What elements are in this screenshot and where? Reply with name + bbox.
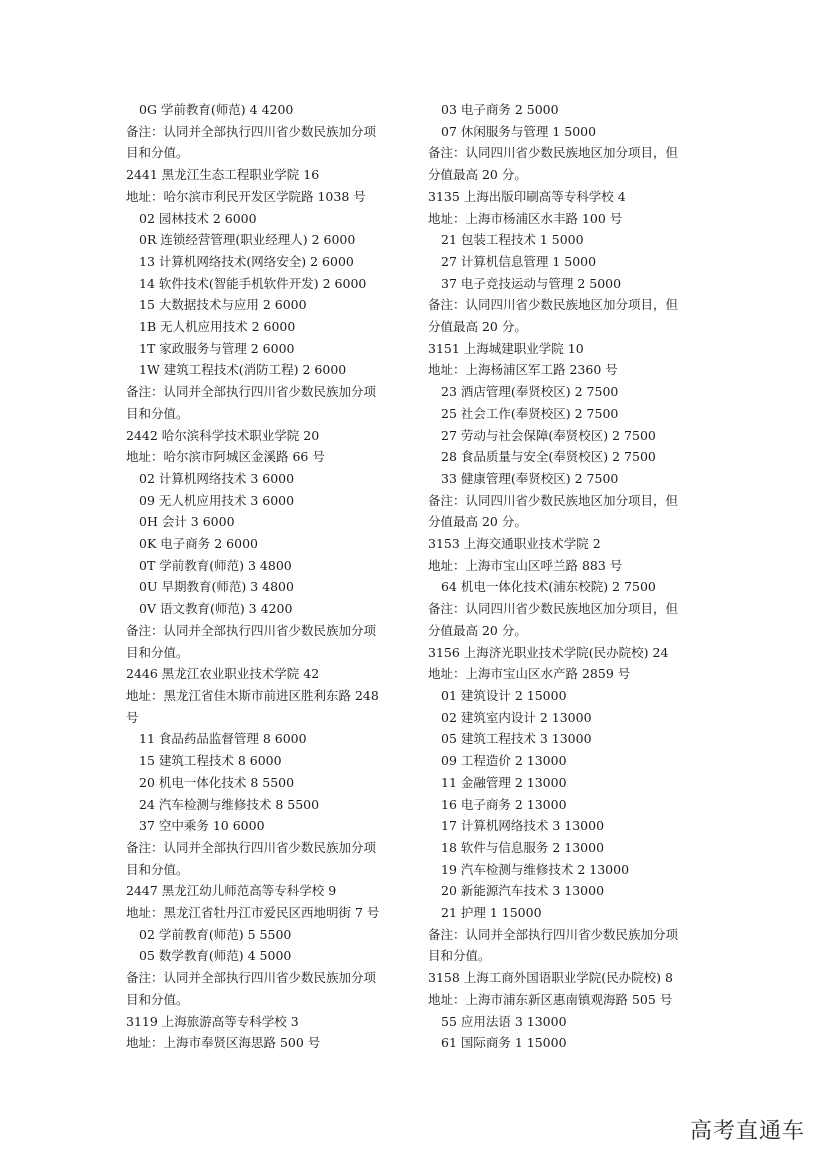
major-line: 19 汽车检测与维修技术 2 13000 — [441, 861, 630, 877]
major-line: 0R 连锁经营管理(职业经理人) 2 6000 — [139, 232, 356, 248]
text-line: 3151 上海城建职业学院 10 — [428, 340, 584, 356]
text-line: 2447 黑龙江幼儿师范高等专科学校 9 — [126, 883, 337, 899]
major-line: 18 软件与信息服务 2 13000 — [441, 839, 605, 855]
text-line: 地址：上海市浦东新区惠南镇观海路 505 号 — [428, 991, 673, 1007]
major-line: 05 数学教育(师范) 4 5000 — [139, 948, 292, 964]
text-line: 地址：上海市奉贤区海思路 500 号 — [126, 1035, 321, 1051]
text-line: 3153 上海交通职业技术学院 2 — [428, 536, 601, 552]
major-line: 07 休闲服务与管理 1 5000 — [441, 123, 597, 139]
major-line: 09 工程造价 2 13000 — [441, 753, 567, 769]
watermark: 高考直通车 — [690, 1119, 806, 1144]
major-line: 20 机电一体化技术 8 5500 — [139, 774, 295, 790]
major-line: 16 电子商务 2 13000 — [441, 796, 567, 812]
major-line: 0K 电子商务 2 6000 — [139, 536, 258, 552]
major-line: 0T 学前教育(师范) 3 4800 — [139, 557, 292, 573]
text-line: 备注：认同并全部执行四川省少数民族加分项 — [126, 123, 377, 139]
major-line: 20 新能源汽车技术 3 13000 — [441, 883, 605, 899]
text-line: 备注：认同并全部执行四川省少数民族加分项 — [126, 970, 377, 986]
major-line: 02 园林技术 2 6000 — [139, 210, 257, 226]
text-line: 备注：认同四川省少数民族地区加分项目，但 — [428, 601, 679, 617]
text-line: 地址：哈尔滨市利民开发区学院路 1038 号 — [126, 188, 366, 204]
text-line: 备注：认同四川省少数民族地区加分项目，但 — [428, 297, 679, 313]
major-line: 37 电子竞技运动与管理 2 5000 — [441, 275, 622, 291]
major-line: 02 建筑室内设计 2 13000 — [441, 709, 592, 725]
text-line: 备注：认同四川省少数民族地区加分项目，但 — [428, 492, 679, 508]
major-line: 03 电子商务 2 5000 — [441, 102, 559, 117]
text-line: 分值最高 20 分。 — [428, 167, 527, 183]
major-line: 24 汽车检测与维修技术 8 5500 — [139, 796, 320, 812]
text-line: 地址：黑龙江省佳木斯市前进区胜利东路 248 — [126, 687, 379, 703]
text-line: 3135 上海出版印刷高等专科学校 4 — [428, 188, 626, 204]
major-line: 1T 家政服务与管理 2 6000 — [139, 340, 295, 356]
text-line: 备注：认同并全部执行四川省少数民族加分项 — [126, 384, 377, 400]
left-column — [126, 99, 406, 1054]
major-line: 25 社会工作(奉贤校区) 2 7500 — [441, 405, 619, 421]
text-line: 目和分值。 — [126, 861, 189, 877]
major-line: 21 护理 1 15000 — [441, 905, 542, 921]
text-line: 地址：黑龙江省牡丹江市爱民区西地明街 7 号 — [126, 905, 380, 921]
major-line: 1W 建筑工程技术(消防工程) 2 6000 — [139, 362, 347, 378]
major-line: 0H 会计 3 6000 — [139, 514, 235, 530]
major-line: 05 建筑工程技术 3 13000 — [441, 731, 592, 747]
major-line: 11 金融管理 2 13000 — [441, 774, 567, 790]
major-line: 27 计算机信息管理 1 5000 — [441, 253, 597, 269]
text-line: 目和分值。 — [126, 644, 189, 660]
major-line: 0G 学前教育(师范) 4 4200 — [139, 102, 294, 117]
major-line: 64 机电一体化技术(浦东校院) 2 7500 — [441, 579, 656, 595]
major-line: 17 计算机网络技术 3 13000 — [441, 818, 605, 834]
major-line: 01 建筑设计 2 15000 — [441, 687, 567, 703]
text-line: 分值最高 20 分。 — [428, 319, 527, 335]
text-line: 备注：认同并全部执行四川省少数民族加分项 — [126, 622, 377, 638]
major-line: 28 食品质量与安全(奉贤校区) 2 7500 — [441, 449, 656, 465]
major-line: 21 包装工程技术 1 5000 — [441, 232, 584, 248]
major-line: 02 计算机网络技术 3 6000 — [139, 470, 295, 486]
text-line: 备注：认同并全部执行四川省少数民族加分项 — [126, 839, 377, 855]
text-line: 地址：上海市杨浦区水丰路 100 号 — [428, 210, 623, 226]
major-line: 09 无人机应用技术 3 6000 — [139, 492, 295, 508]
major-line: 23 酒店管理(奉贤校区) 2 7500 — [441, 384, 619, 400]
text-line: 3158 上海工商外国语职业学院(民办院校) 8 — [428, 970, 673, 986]
major-line: 1B 无人机应用技术 2 6000 — [139, 319, 296, 335]
text-line: 分值最高 20 分。 — [428, 622, 527, 638]
text-line: 备注：认同四川省少数民族地区加分项目，但 — [428, 145, 679, 161]
major-line: 11 食品药品监督管理 8 6000 — [139, 731, 307, 747]
text-line: 3119 上海旅游高等专科学校 3 — [126, 1013, 299, 1029]
text-line: 地址：上海市宝山区水产路 2859 号 — [428, 666, 631, 682]
major-line: 0U 早期教育(师范) 3 4800 — [139, 579, 294, 595]
major-line: 14 软件技术(智能手机软件开发) 2 6000 — [139, 275, 367, 291]
text-line: 2446 黑龙江农业职业技术学院 42 — [126, 666, 320, 682]
major-line: 33 健康管理(奉贤校区) 2 7500 — [441, 470, 619, 486]
text-line: 目和分值。 — [126, 145, 189, 161]
major-line: 13 计算机网络技术(网络安全) 2 6000 — [139, 253, 354, 269]
text-line: 地址：上海市宝山区呼兰路 883 号 — [428, 557, 623, 573]
major-line: 61 国际商务 1 15000 — [441, 1035, 567, 1051]
major-line: 0V 语文教育(师范) 3 4200 — [139, 601, 293, 617]
major-line: 37 空中乘务 10 6000 — [139, 818, 265, 834]
right-column — [428, 99, 708, 1054]
major-line: 15 大数据技术与应用 2 6000 — [139, 297, 307, 313]
text-line: 地址：上海杨浦区军工路 2360 号 — [428, 362, 618, 378]
text-line: 3156 上海济光职业技术学院(民办院校) 24 — [428, 644, 669, 660]
major-line: 02 学前教育(师范) 5 5500 — [139, 926, 292, 942]
text-line: 2441 黑龙江生态工程职业学院 16 — [126, 167, 320, 183]
text-line: 号 — [126, 709, 139, 725]
text-line: 2442 哈尔滨科学技术职业学院 20 — [126, 427, 320, 443]
text-line: 目和分值。 — [126, 991, 189, 1007]
text-line: 目和分值。 — [126, 405, 189, 421]
text-line: 备注：认同并全部执行四川省少数民族加分项 — [428, 926, 679, 942]
text-line: 地址：哈尔滨市阿城区金溪路 66 号 — [126, 449, 325, 465]
text-line: 分值最高 20 分。 — [428, 514, 527, 530]
text-line: 目和分值。 — [428, 948, 491, 964]
major-line: 15 建筑工程技术 8 6000 — [139, 753, 282, 769]
major-line: 27 劳动与社会保障(奉贤校区) 2 7500 — [441, 427, 656, 443]
major-line: 55 应用法语 3 13000 — [441, 1013, 567, 1029]
